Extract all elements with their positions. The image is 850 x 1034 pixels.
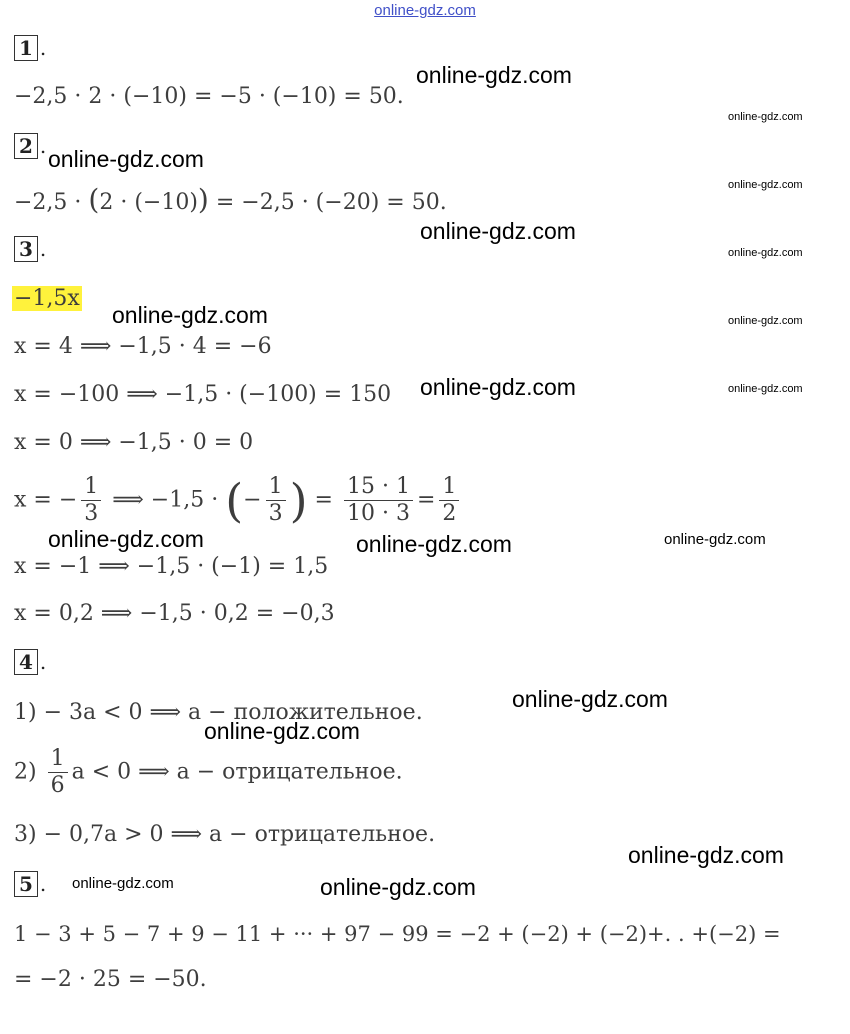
watermark-text: online-gdz.com <box>728 383 803 395</box>
task-3-line-3: x = 0 ⟹ −1,5 · 0 = 0 <box>14 430 254 455</box>
fraction-denominator: 6 <box>50 773 65 798</box>
task-3-fraction-line: x = − $\frac{1}{3}$ ⟹ −1,5 · (− $\frac{1}{3}$ ) = $\frac{15 \cdot 1}{10 \cdot 3}$ = $\frac{1}{2}$ <box>14 474 463 527</box>
expr-part: = <box>416 487 436 513</box>
task-1-line: −2,5 · 2 · (−10) = −5 · (−10) = 50. <box>14 84 404 109</box>
task-number-dot: . <box>39 650 47 674</box>
watermark-text: online-gdz.com <box>664 531 766 548</box>
fraction-numerator: 1 <box>266 474 286 501</box>
fraction-numerator: 15 · 1 <box>344 474 413 501</box>
expr-part: 2) <box>14 759 44 785</box>
expr-part: a < 0 ⟹ a − отрицательное. <box>71 759 403 785</box>
paren-close: ) <box>289 473 308 528</box>
paren-open: ( <box>225 473 244 528</box>
paren-close: ) <box>197 183 209 216</box>
task-number-dot: . <box>39 237 47 261</box>
task-number-dot: . <box>39 872 47 896</box>
fraction-denominator: 3 <box>268 501 283 526</box>
fraction-denominator: 2 <box>442 501 457 526</box>
watermark-text: online-gdz.com <box>356 531 512 557</box>
watermark-text: online-gdz.com <box>728 111 803 123</box>
expr-part: −2,5 · <box>14 190 89 215</box>
watermark-text: online-gdz.com <box>72 875 174 892</box>
task-4-line-1: 1) − 3a < 0 ⟹ a − положительное. <box>14 700 423 725</box>
task-number-dot: . <box>39 36 47 60</box>
task-3-header <box>14 237 46 261</box>
fraction-numerator: 1 <box>439 474 459 501</box>
task-number-box: 1 <box>14 35 38 61</box>
task-2-line <box>14 183 447 216</box>
task-5-line-1: 1 − 3 + 5 − 7 + 9 − 11 + ··· + 97 − 99 = −2 + (−2) + (−2)+. . +(−2) = <box>14 922 781 946</box>
expr-part: 2 · (−10) <box>99 190 198 215</box>
task-3-line-5: x = 0,2 ⟹ −1,5 · 0,2 = −0,3 <box>14 601 335 626</box>
paren-open: ( <box>88 183 100 216</box>
watermark-text: online-gdz.com <box>628 842 784 868</box>
watermark-text: online-gdz.com <box>420 374 576 400</box>
watermark-text: online-gdz.com <box>728 315 803 327</box>
highlighted-expression: −1,5x <box>14 286 80 311</box>
watermark-text: online-gdz.com <box>48 146 204 172</box>
fraction <box>439 474 459 527</box>
task-3-expression <box>12 286 82 311</box>
task-number-box: 3 <box>14 236 38 262</box>
watermark-text: online-gdz.com <box>112 302 268 328</box>
task-5-header <box>14 872 46 896</box>
task-1-header <box>14 36 46 60</box>
watermark-text: online-gdz.com <box>48 526 204 552</box>
expr-part: = <box>307 487 340 513</box>
watermark-text: online-gdz.com <box>728 247 803 259</box>
expr-part: x = − <box>14 487 78 513</box>
fraction <box>266 474 286 527</box>
task-number-box: 5 <box>14 871 38 897</box>
task-number-dot: . <box>39 134 47 158</box>
task-3-line-2: x = −100 ⟹ −1,5 · (−100) = 150 <box>14 382 392 407</box>
expr-part: = −2,5 · (−20) = 50. <box>208 190 447 215</box>
task-2-header <box>14 134 46 158</box>
fraction-numerator: 1 <box>48 746 68 773</box>
fraction <box>81 474 101 527</box>
fraction-denominator: 3 <box>84 501 99 526</box>
task-4-line-3: 3) − 0,7a > 0 ⟹ a − отрицательное. <box>14 822 436 847</box>
watermark-text: online-gdz.com <box>420 218 576 244</box>
watermark-text: online-gdz.com <box>728 179 803 191</box>
top-watermark-link[interactable]: online-gdz.com <box>374 2 476 19</box>
watermark-text: online-gdz.com <box>512 686 668 712</box>
task-3-line-4: x = −1 ⟹ −1,5 · (−1) = 1,5 <box>14 554 329 579</box>
expr-part: ⟹ −1,5 · <box>105 487 226 513</box>
task-number-box: 2 <box>14 133 38 159</box>
watermark-text: online-gdz.com <box>416 62 572 88</box>
task-3-line-1: x = 4 ⟹ −1,5 · 4 = −6 <box>14 334 272 359</box>
task-5-line-2: = −2 · 25 = −50. <box>14 967 207 992</box>
fraction <box>48 746 68 799</box>
task-4-header <box>14 650 46 674</box>
fraction-numerator: 1 <box>81 474 101 501</box>
watermark-text: online-gdz.com <box>204 718 360 744</box>
fraction <box>344 474 413 527</box>
fraction-denominator: 10 · 3 <box>346 501 410 526</box>
task-number-box: 4 <box>14 649 38 675</box>
task-4-line-2 <box>14 746 403 799</box>
watermark-text: online-gdz.com <box>320 874 476 900</box>
